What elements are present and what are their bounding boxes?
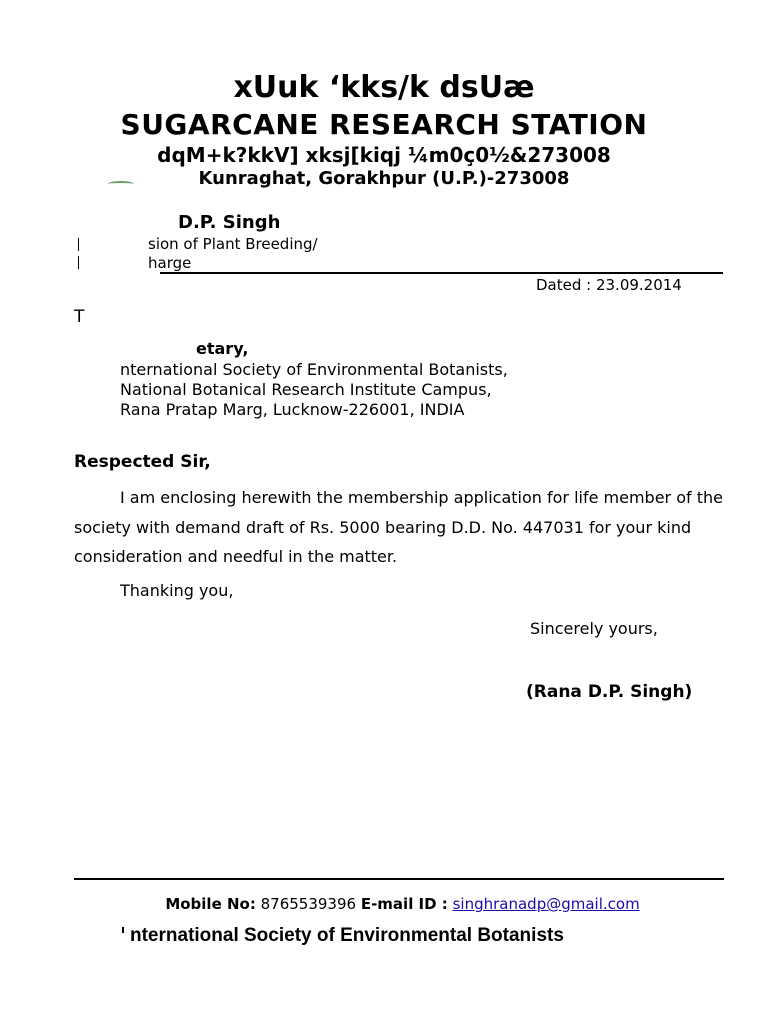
- recipient-address-line2: National Botanical Research Institute Campus,: [120, 380, 492, 399]
- letter-body-text: I am enclosing herewith the membership application for life member of the society with demand draft of Rs. 5000 bearing D.D. No. 447031 for your kind consideration and needful in the matter.: [74, 488, 723, 566]
- recipient-address-line1: nternational Society of Environmental Botanists,: [120, 360, 508, 379]
- header-divider: [160, 272, 723, 274]
- to-prefix: T: [74, 307, 85, 327]
- sender-designation-line2: harge: [148, 254, 192, 272]
- logo-fragment-icon: [108, 181, 134, 187]
- recipient-address-line3: Rana Pratap Marg, Lucknow-226001, INDIA: [120, 400, 465, 419]
- signature-name: (Rana D.P. Singh): [526, 682, 693, 702]
- sender-designation-line1: sion of Plant Breeding/: [148, 235, 318, 253]
- recipient-title: etary,: [196, 339, 249, 358]
- cropped-text-mark: [122, 927, 124, 933]
- mobile-number: 8765539396: [260, 895, 357, 913]
- date-line: Dated : 23.09.2014: [536, 276, 682, 294]
- letterhead-address: Kunraghat, Gorakhpur (U.P.)-273008: [198, 168, 570, 189]
- closing-line: Sincerely yours,: [530, 619, 658, 638]
- footer-divider: [74, 878, 724, 880]
- thanks-line: Thanking you,: [120, 581, 234, 600]
- footer-contact: [0, 895, 768, 913]
- letter-body: [74, 483, 724, 572]
- mobile-label: Mobile No:: [165, 895, 256, 913]
- footer-organization: nternational Society of Environmental Botanists: [130, 925, 564, 946]
- cropped-text-mark: [78, 238, 79, 251]
- letterhead-hindi-title: xUuk ‘kks/k dsUæ: [233, 70, 535, 105]
- email-link[interactable]: singhranadp@gmail.com: [452, 895, 640, 913]
- cropped-text-mark: [78, 256, 79, 269]
- letterhead-title: SUGARCANE RESEARCH STATION: [120, 108, 648, 141]
- greeting: Respected Sir,: [74, 452, 211, 472]
- letterhead-hindi-address: dqM+k?kkV] xksj[kiqj ¼m0ç0½&273008: [157, 143, 611, 167]
- email-label: E-mail ID :: [360, 895, 448, 913]
- sender-name: D.P. Singh: [178, 212, 281, 233]
